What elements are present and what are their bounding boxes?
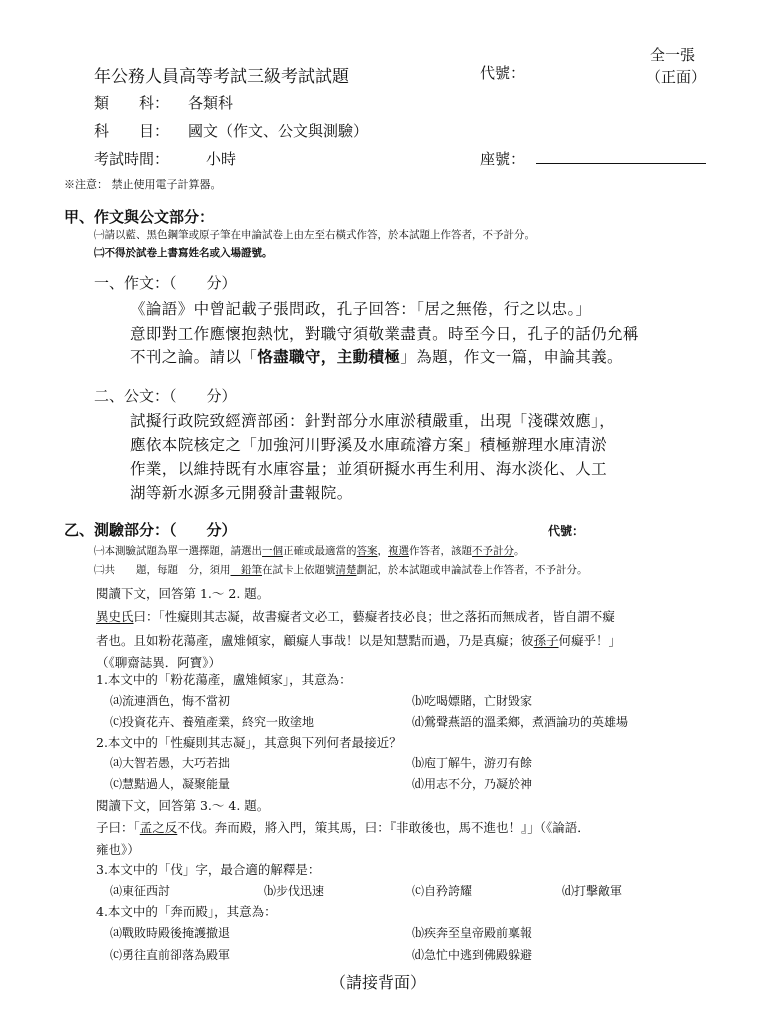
rule-2-d: 清楚 [335,564,357,576]
rule-1-i: 。 [514,545,525,557]
essay-line-3-pre: 不刊之論。請以「 [130,348,258,366]
rule-1-b: 一個 [262,545,283,557]
passage-2-line-1-post: 不伐。奔而殿，將入門，策其馬，曰：『非敢後也，馬不進也！』」（《論語． [177,820,590,835]
exam-title: 年公務人員高等考試三級考試試題 [94,67,349,87]
document-line-4: 湖等新水源多元開發計畫報院。 [130,484,353,502]
part-b-rule-2 [94,562,588,577]
sheet-count: 全一張 [650,46,696,64]
essay-line-1: 《論語》中曾記載子張問政，孔子回答：「居之無倦，行之以忠。」 [130,300,592,318]
q2-option-d: ⒟用志不分，乃凝於神 [412,777,533,791]
rule-1-c: 正確或最適當的 [283,545,357,557]
part-a-rule-2: ㈡不得於試卷上書寫姓名或入場證號。 [94,247,273,259]
seat-line [536,163,706,164]
passage-2-line-1 [96,818,590,836]
passage-2-intro: 閱讀下文，回答第 3.～ 4. 題。 [96,798,270,813]
document-heading: 二、公文：（ 分） [94,387,237,405]
essay-line-2: 意即對工作應懷抱熱忱，對職守須敬業盡責。時至今日，孔子的話仍允稱 [130,325,639,343]
question-1: 1.本文中的「粉花蕩產，盧雉傾家」，其意為： [96,672,352,687]
q1-option-b: ⒝吃喝嫖賭，亡財毀家 [412,694,533,708]
time-label: 考試時間： [94,150,170,168]
passage-1-line-2-post: 何癡乎！」 [558,633,622,648]
code-label: 代號： [480,64,526,82]
passage-1-line-2 [96,631,621,649]
rule-1-f: 複選 [388,545,409,557]
rule-1-d: 答案 [356,545,378,557]
q4-option-a: ⒜戰敗時殿後掩護撤退 [110,926,231,940]
passage-1-speaker: 異史氏 [96,609,134,624]
essay-line-3 [130,345,623,367]
q4-option-d: ⒟急忙中逃到佛殿躲避 [412,948,533,962]
q2-option-b: ⒝庖丁解牛，游刃有餘 [412,756,533,770]
passage-1-intro: 閱讀下文，回答第 1.～ 2. 題。 [96,586,270,601]
time-value: 小時 [206,150,237,168]
q4-option-c: ⒞勇往直前卻落為殿軍 [110,948,231,962]
subject-value: 國文（作文、公文與測驗） [188,122,369,140]
continue-note: （請接背面） [330,973,427,992]
part-b-code-label: 代號： [548,524,585,538]
question-2: 2.本文中的「性癡則其志凝」，其意與下列何者最接近？ [96,735,402,750]
passage-1-line-1-text: 曰：「性癡則其志凝，故書癡者文必工，藝癡者技必良；世之落拓而無成者，皆自謂不癡 [133,609,615,624]
part-a-rule-1: ㈠請以藍、黑色鋼筆或原子筆在申論試卷上由左至右橫式作答，於本試題上作答者，不予計分。 [94,229,535,241]
rule-1-a: ㈠本測驗試題為單一選擇題，請選出 [94,545,262,557]
q2-option-a: ⒜大智若愚，大巧若拙 [110,756,231,770]
q3-option-d: ⒟打擊敵軍 [562,884,623,898]
passage-1-name: 孫子 [533,633,559,648]
passage-2-line-2: 雍也》） [96,842,140,857]
question-4: 4.本文中的「奔而殿」，其意為： [96,904,277,919]
passage-2-name: 孟之反 [139,820,178,835]
question-3: 3.本文中的「伐」字，最合適的解釋是： [96,862,321,877]
rule-1-g: 作答者，該題 [409,545,472,557]
q3-option-b: ⒝步伐迅速 [264,884,325,898]
rule-2-e: 劃記，於本試題或申論試卷上作答者，不予計分。 [356,564,588,576]
q4-option-b: ⒝疾奔至皇帝殿前稟報 [412,926,533,940]
rule-2-c: 在試卡上依題號 [262,564,336,576]
document-line-1: 試擬行政院致經濟部函：針對部分水庫淤積嚴重，出現「淺碟效應」， [130,412,616,430]
notice: ※注意： 禁止使用電子計算器。 [64,178,222,191]
essay-heading: 一、作文：（ 分） [94,274,237,292]
q3-option-a: ⒜東征西討 [110,884,171,898]
rule-1-e: ， [377,545,388,557]
category-label: 類 科： [94,94,170,112]
sheet-side: （正面） [646,68,707,86]
document-line-3: 作業，以維持既有水庫容量；並須研擬水再生利用、海水淡化、人工 [130,460,608,478]
passage-2-line-1-pre: 子曰：「 [96,820,140,835]
passage-1-line-2-pre: 者也。且如粉花蕩產，盧雉傾家，顧癡人事哉！以是知慧黠而過，乃是真癡；彼 [96,633,534,648]
essay-topic: 恪盡職守，主動積極 [257,347,401,366]
part-a-heading: 甲、作文與公文部分： [64,208,215,226]
subject-label: 科 目： [94,122,170,140]
passage-1-line-1 [96,607,615,625]
passage-1-source: （《聊齋誌異．阿寶》） [96,655,222,670]
rule-2-b: 鉛筆 [230,564,262,576]
q1-option-c: ⒞投資花卉、養殖產業，終究一敗塗地 [110,715,315,729]
part-b-heading: 乙、測驗部分：（ 分） [64,521,237,539]
rule-1-h: 不予計分 [472,545,514,557]
essay-line-3-post: 」為題，作文一篇，申論其義。 [400,348,623,366]
document-line-2: 應依本院核定之「加強河川野溪及水庫疏濬方案」積極辦理水庫清淤 [130,436,608,454]
part-b-rule-1 [94,543,525,558]
q3-option-c: ⒞自矜誇耀 [412,884,473,898]
seat-label: 座號： [480,150,526,168]
rule-2-a: ㈡共 題，每題 分，須用 [94,564,231,576]
q1-option-a: ⒜流連酒色，悔不當初 [110,694,231,708]
q1-option-d: ⒟鶯聲燕語的溫柔鄉，煮酒論功的英雄場 [412,715,629,729]
q2-option-c: ⒞慧黠過人，凝聚能量 [110,777,231,791]
category-value: 各類科 [188,94,234,112]
